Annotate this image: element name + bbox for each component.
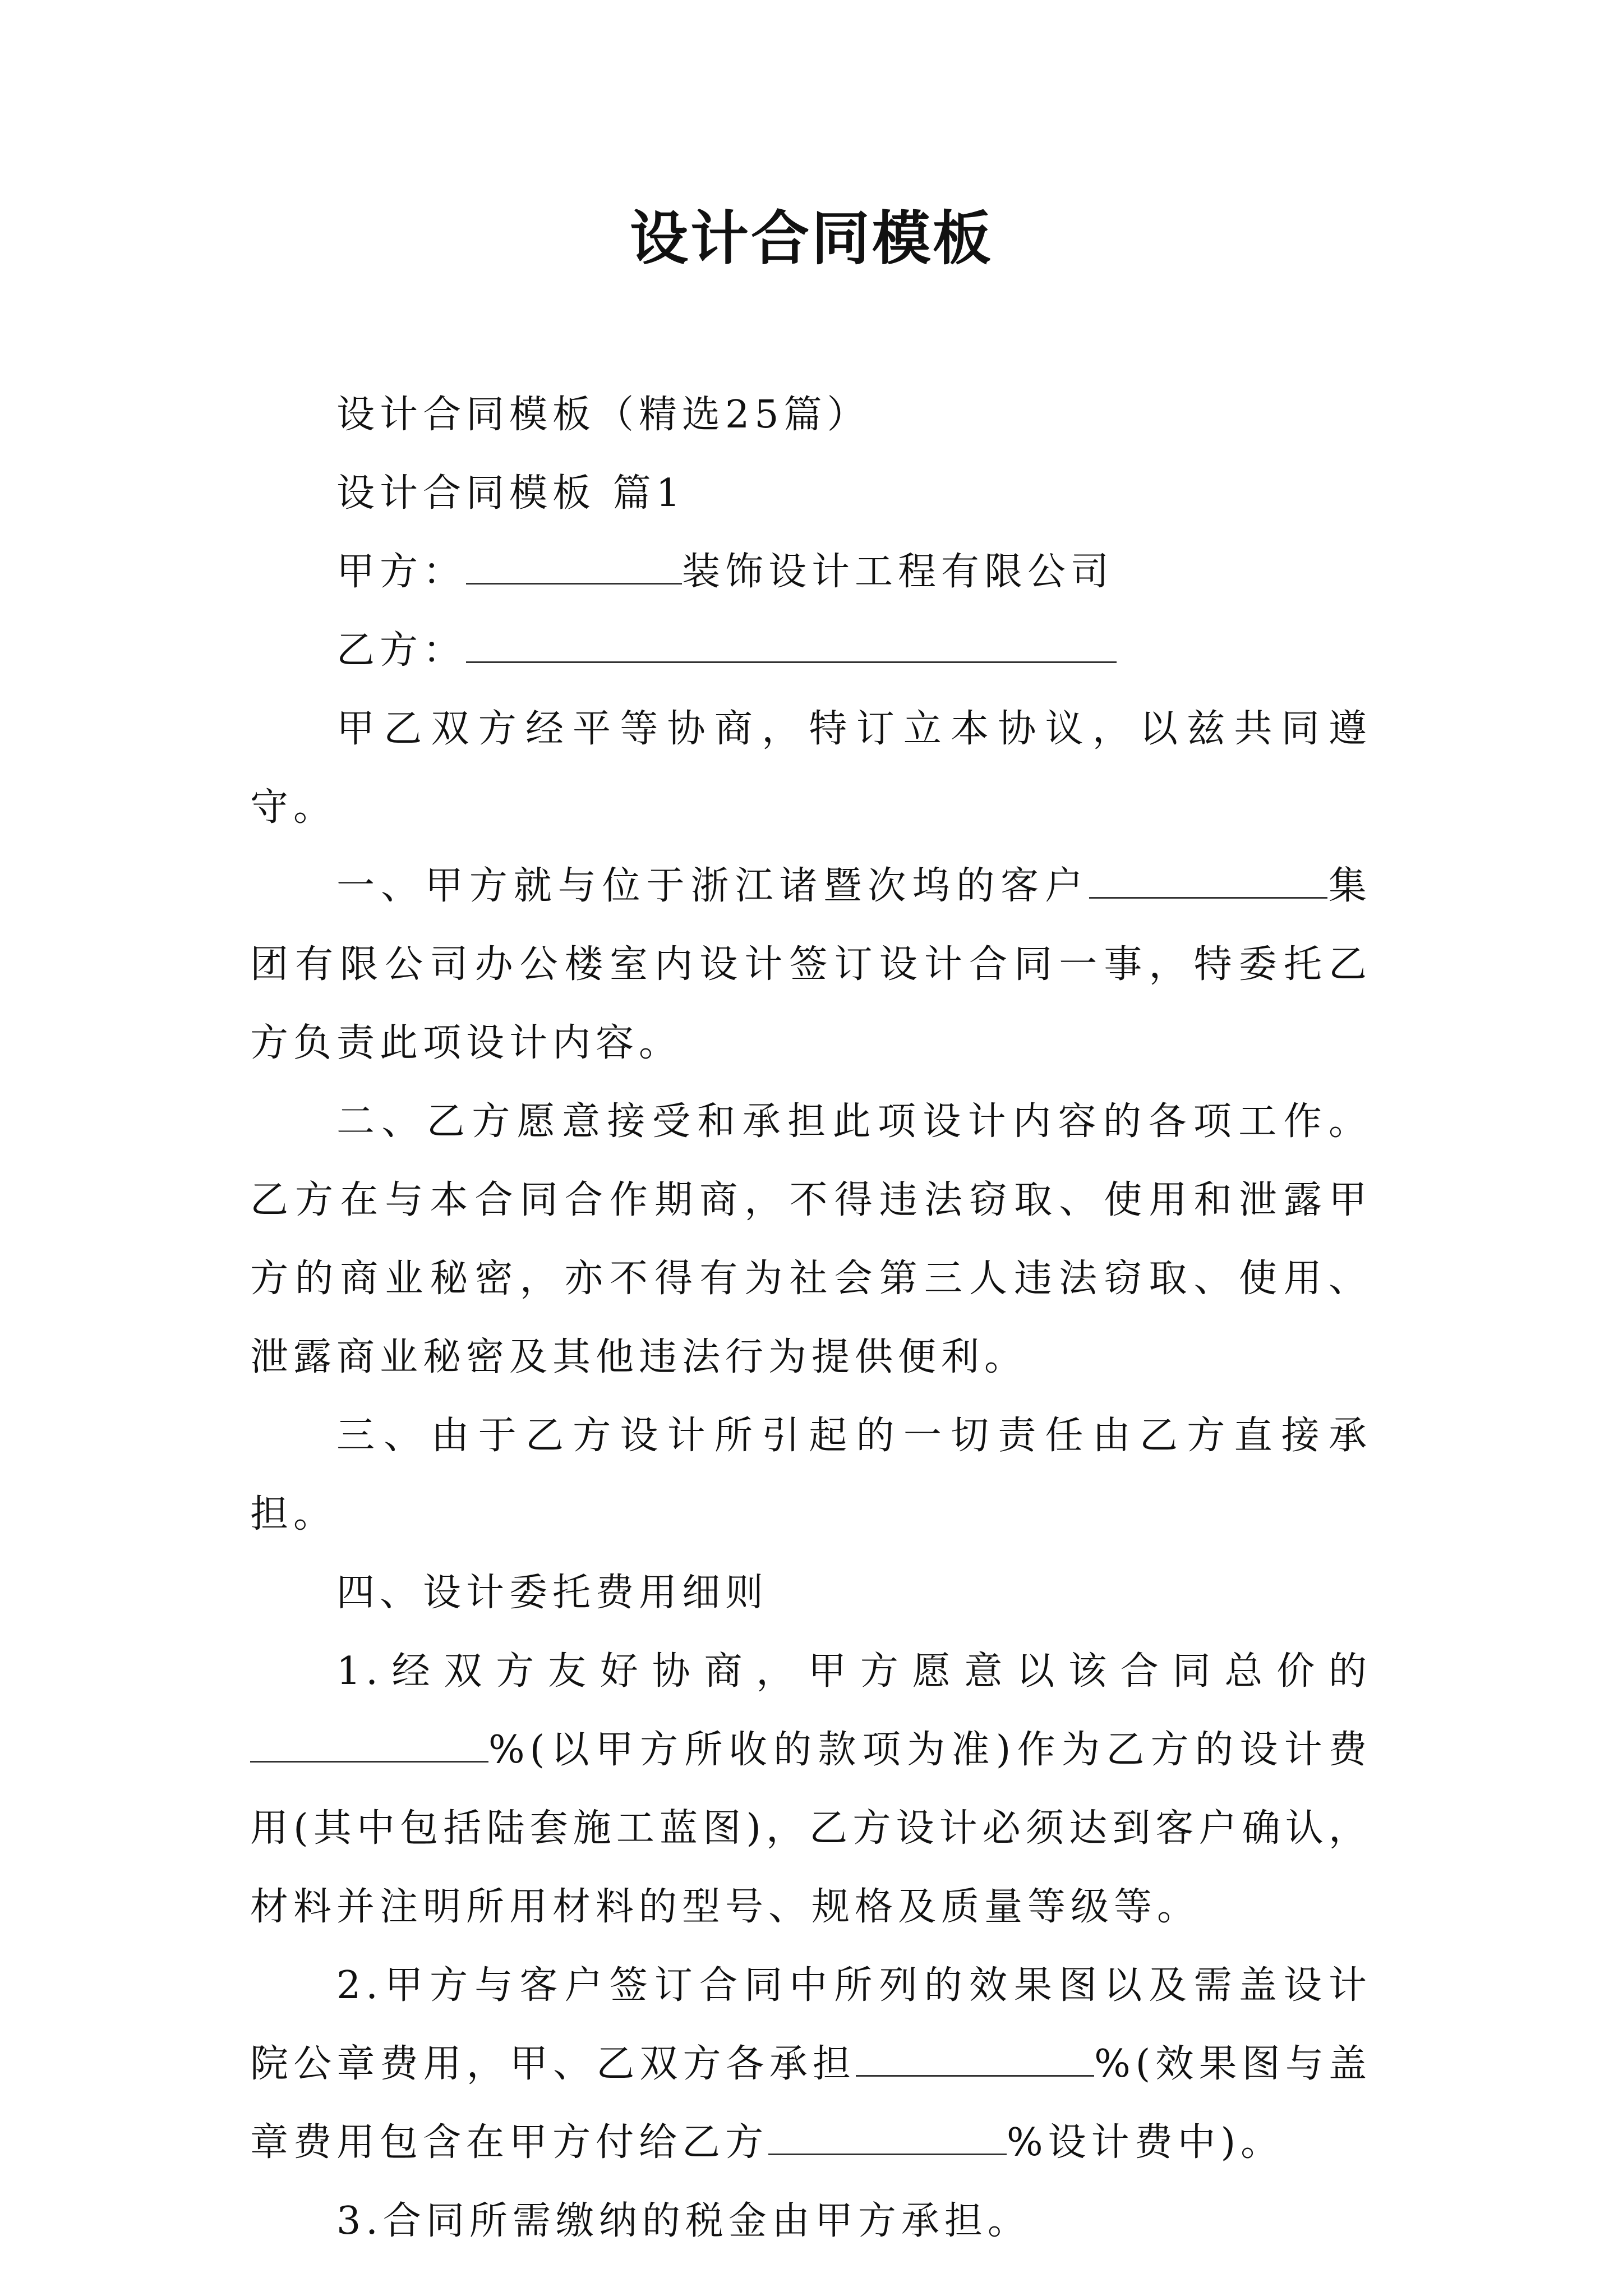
fee-percent-blank — [250, 1714, 488, 1763]
section-heading-line — [250, 454, 1372, 533]
party-a-suffix: 装饰设计工程有限公司 — [682, 550, 1114, 594]
item-3-paragraph — [250, 2182, 1372, 2261]
item-2-paragraph — [250, 1947, 1372, 2182]
clause-1-paragraph — [250, 847, 1372, 1083]
item-1-text-b: %(以甲方所收的款项为准)作为乙方的设计费用(其中包括陆套施工蓝图)，乙方设计必须达到客户确认，材料并注明所用材料的型号、规格及质量等级等。 — [250, 1728, 1372, 1929]
clause-3-paragraph — [250, 1397, 1372, 1554]
clause-2-text: 二、乙方愿意接受和承担此项设计内容的各项工作。乙方在与本合同合作期商，不得违法窃取、使用和泄露甲方的商业秘密，亦不得有为社会第三人违法窃取、使用、泄露商业秘密及其他违法行为提供便利。 — [250, 1099, 1372, 1379]
subtitle-line — [250, 376, 1372, 454]
clause-4-heading-text: 四、设计委托费用细则 — [336, 1571, 769, 1615]
clause-1-text-a: 一、甲方就与位于浙江诸暨次坞的客户 — [336, 864, 1090, 908]
party-b-label: 乙方： — [336, 628, 467, 673]
document-body — [250, 376, 1372, 2261]
clause-1-text-b: 集团有限公司办公楼室内设计签订设计合同一事，特委托乙方负责此项设计内容。 — [250, 864, 1372, 1065]
section-heading-text: 设计合同模板 篇1 — [336, 471, 685, 516]
clause-2-paragraph — [250, 1083, 1372, 1397]
item-3-text: 3.合同所需缴纳的税金由甲方承担。 — [336, 2199, 1031, 2243]
clause-4-heading — [250, 1554, 1372, 1632]
item-1-paragraph — [250, 1632, 1372, 1947]
party-a-line — [250, 533, 1372, 611]
document-title: 设计合同模板 — [629, 204, 993, 273]
preamble-text: 甲乙双方经平等协商，特订立本协议，以兹共同遵守。 — [250, 707, 1372, 830]
clause-3-text: 三、由于乙方设计所引起的一切责任由乙方直接承担。 — [250, 1414, 1372, 1536]
item-2-text-c: %设计费中)。 — [1007, 2120, 1284, 2165]
party-a-label: 甲方： — [336, 550, 467, 594]
party-a-blank — [466, 536, 682, 585]
subtitle-text: 设计合同模板（精选25篇） — [336, 393, 870, 437]
client-name-blank — [1089, 850, 1327, 899]
item-2-text-a: 2.甲方与客户签订合同中所列的效果图以及需盖设计院公章费用，甲、乙双方各承担 — [250, 1963, 1372, 2086]
party-b-line — [250, 611, 1372, 690]
preamble-paragraph — [250, 690, 1372, 847]
item-2-text-b: %(效果图与盖章费用包含在甲方付给乙方 — [250, 2042, 1372, 2165]
item-1-text-a: 1.经双方友好协商，甲方愿意以该合同总价的 — [336, 1649, 1372, 1694]
share-percent-blank — [856, 2028, 1094, 2077]
party-b-blank — [466, 614, 1117, 663]
design-fee-percent-blank — [768, 2106, 1007, 2155]
